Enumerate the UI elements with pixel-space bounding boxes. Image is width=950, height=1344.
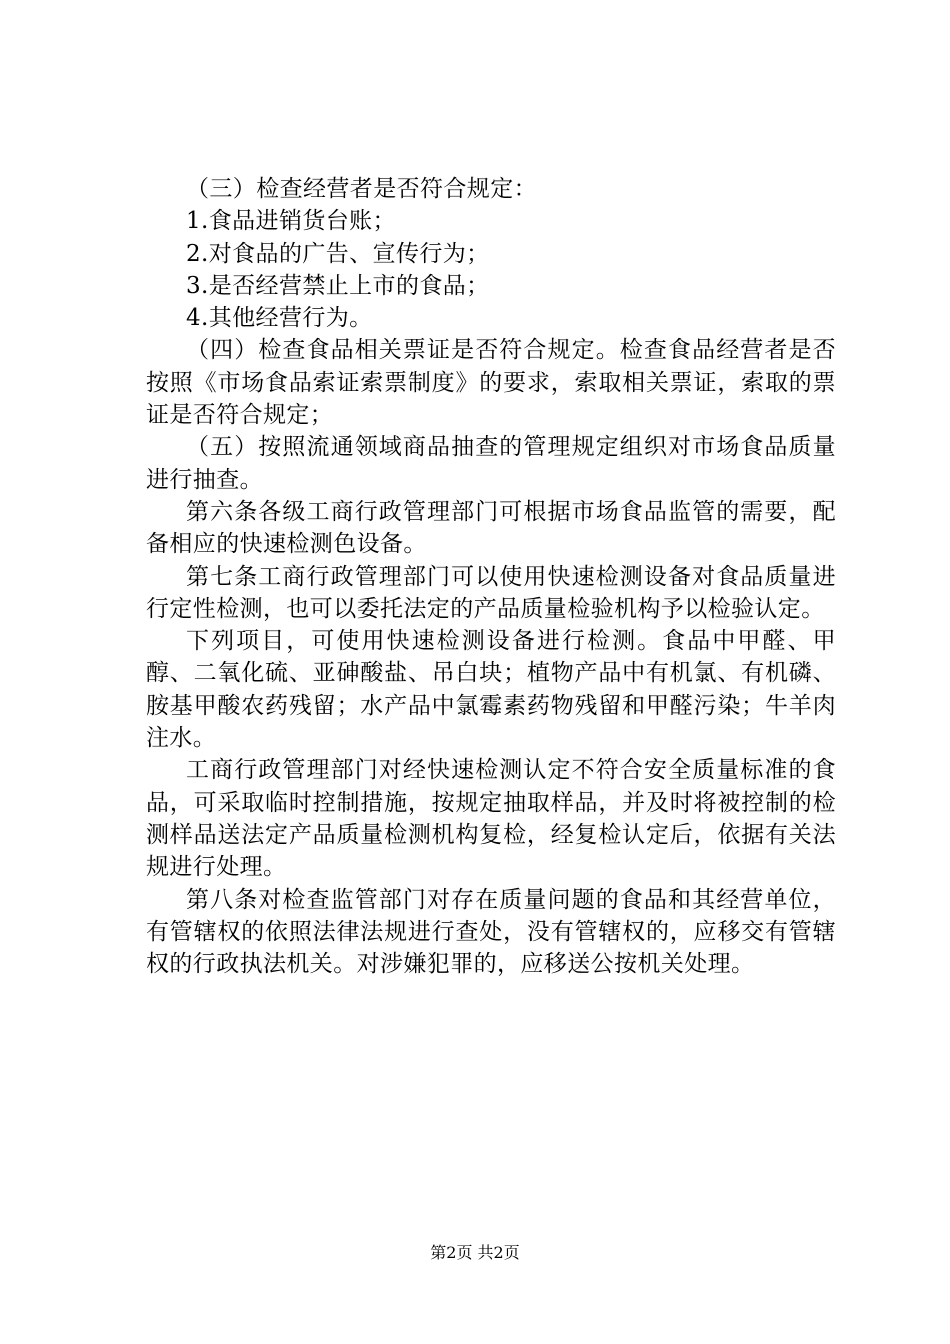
paragraph-article-8: 第八条对检查监管部门对存在质量问题的食品和其经营单位，有管辖权的依照法律法规进行查处，没有管辖权的，应移交有管辖权的行政执法机关。对涉嫌犯罪的，应移送公按机关处理。	[146, 886, 836, 978]
paragraph-article-6: 第六条各级工商行政管理部门可根据市场食品监管的需要，配备相应的快速检测色设备。	[146, 498, 836, 558]
paragraph-section-3-heading: （三）检查经营者是否符合规定：	[186, 176, 537, 202]
paragraph-section-4: （四）检查食品相关票证是否符合规定。检查食品经营者是否按照《市场食品索证索票制度》的要求，索取相关票证，索取的票证是否符合规定；	[146, 337, 836, 429]
paragraph-article-7: 第七条工商行政管理部门可以使用快速检测设备对食品质量进行定性检测，也可以委托法定的产品质量检验机构予以检验认定。	[146, 563, 836, 622]
paragraph-testing-items: 下列项目，可使用快速检测设备进行检测。食品中甲醛、甲醇、二氧化硫、亚砷酸盐、吊白块；植物产品中有机氯、有机磷、胺基甲酸农药残留；水产品中氯霉素药物残留和甲醛污染；牛羊肉注水。	[146, 628, 836, 752]
paragraph-item-1: 1.食品进销货台账；	[186, 208, 396, 235]
paragraph-item-3: 3.是否经营禁止上市的食品；	[186, 272, 490, 299]
document-body	[146, 173, 836, 980]
paragraph-control-measures: 工商行政管理部门对经快速检测认定不符合安全质量标准的食品，可采取临时控制措施，按规定抽取样品，并及时将被控制的检测样品送法定产品质量检测机构复检，经复检认定后，依据有关法规进行处理。	[146, 757, 836, 881]
page-number-footer: 第2页 共2页	[430, 1243, 520, 1262]
paragraph-item-2: 2.对食品的广告、宣传行为；	[186, 240, 490, 267]
paragraph-item-4: 4.其他经营行为。	[186, 305, 373, 332]
paragraph-section-5: （五）按照流通领域商品抽查的管理规定组织对市场食品质量进行抽查。	[146, 434, 836, 493]
